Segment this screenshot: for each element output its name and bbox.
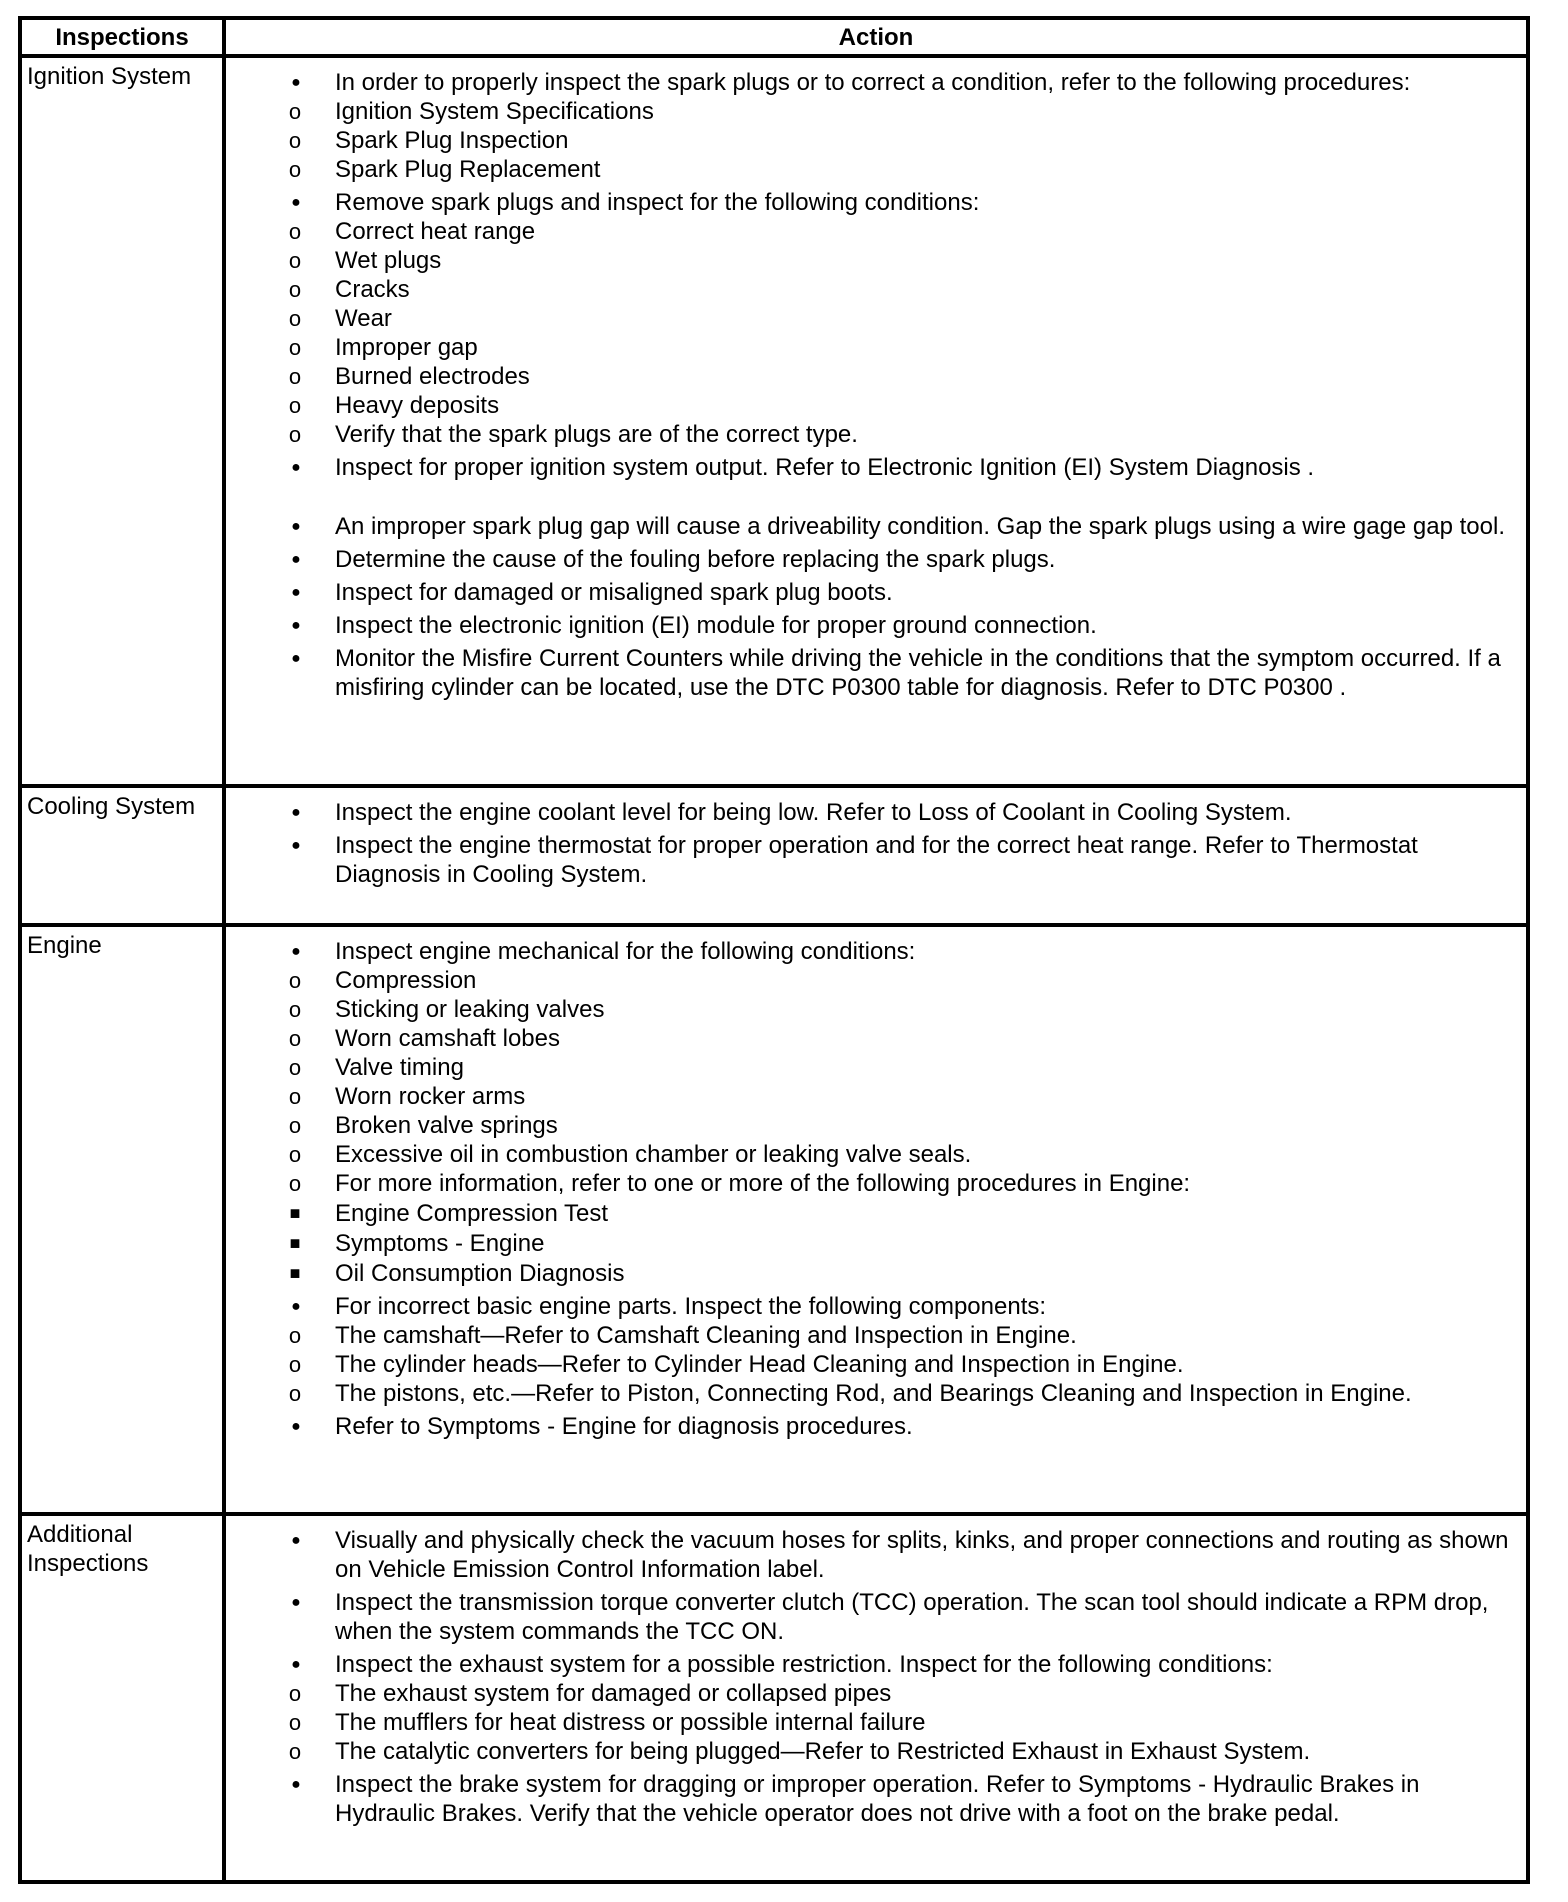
circle-bullet-icon: o [288,393,302,418]
list-item-text: Inspect the engine coolant level for being low. Refer to Loss of Coolant in Cooling System. [335,799,1292,827]
list-item [232,68,1520,184]
list-item-text: Inspect for proper ignition system output. Refer to Electronic Ignition (EI) System Diagnosis . [335,454,1315,481]
list-item [232,1650,1520,1766]
circle-bullet-icon: o [288,219,302,244]
circle-bullet-icon: o [288,1025,302,1051]
list-item-text: Compression [335,966,477,994]
list-item-text: Verify that the spark plugs are of the correct type. [335,421,858,448]
circle-bullet-icon: o [288,1738,302,1764]
list-item [235,246,1520,275]
circle-bullet-icon: o [288,996,302,1022]
list-item-text: Valve timing [335,1053,464,1081]
list-item [235,1708,1520,1737]
list-item [235,1111,1520,1140]
circle-bullet-icon: o [288,248,302,273]
list-item [235,1024,1520,1053]
inspection-label: Ignition System [20,56,224,786]
list-item-text: Wet plugs [335,247,442,274]
list-item [232,453,1520,482]
bullet-icon: ● [291,1655,301,1673]
header-row [20,18,1528,56]
list-item-text: The camshaft—Refer to Camshaft Cleaning and Inspection in Engine. [335,1321,1077,1349]
circle-bullet-icon: o [288,1380,302,1406]
circle-bullet-icon: o [288,277,302,302]
list-item [235,1737,1520,1766]
list-item-text: Correct heat range [335,218,536,245]
action-cell [224,786,1528,924]
list-item-text: Burned electrodes [335,363,530,390]
list-item [232,831,1520,889]
list-item [232,644,1520,702]
list-item [235,1379,1520,1408]
list-item [235,420,1520,449]
circle-bullet-icon: o [288,967,302,993]
list-item-text: Determine the cause of the fouling before replacing the spark plugs. [335,546,1056,573]
bullet-icon: ● [291,1417,301,1435]
inspection-label: Cooling System [20,786,224,924]
action-cell [224,1514,1528,1883]
list-item [235,97,1520,126]
list-item [232,798,1520,827]
circle-bullet-icon: o [288,335,302,360]
list-item-text: Refer to Symptoms - Engine for diagnosis procedures. [335,1412,913,1440]
header-action: Action [224,18,1528,56]
list-item-text: Worn rocker arms [335,1082,526,1110]
list-item-text: Inspect the engine thermostat for proper operation and for the correct heat range. Refer to Thermostat Diagnosis in Cooling System. [335,832,1418,889]
bullet-icon: ● [291,804,301,822]
header-inspections: Inspections [20,18,224,56]
circle-bullet-icon: o [288,422,302,447]
bullet-icon: ● [291,518,301,535]
list-item [235,1259,1520,1288]
list-item [235,362,1520,391]
list-item [232,611,1520,640]
list-item [235,217,1520,246]
circle-bullet-icon: o [288,128,302,153]
list-item [235,1321,1520,1350]
circle-bullet-icon: o [288,1680,302,1706]
bullet-icon: ● [291,1593,301,1611]
list-item [235,1679,1520,1708]
bullet-icon: ● [291,584,301,601]
circle-bullet-icon: o [288,1083,302,1109]
bullet-icon: ● [291,459,301,476]
bullet-list-level-1 [232,68,1520,702]
list-item-text: The mufflers for heat distress or possible internal failure [335,1708,926,1736]
bullet-list-level-1 [232,1526,1520,1828]
list-item-text: For incorrect basic engine parts. Inspect the following components: [335,1292,1047,1320]
action-cell [224,56,1528,786]
circle-bullet-icon: o [288,1351,302,1377]
list-item-text: Visually and physically check the vacuum hoses for splits, kinks, and proper connections and routing as shown on Vehicle Emission Control Information label. [335,1526,1509,1583]
bullet-icon: ● [291,551,301,568]
circle-bullet-icon: o [288,364,302,389]
list-item-text: Heavy deposits [335,392,500,419]
bullet-list-level-1 [232,937,1520,1441]
list-item-text: Ignition System Specifications [335,98,654,125]
bullet-icon: ● [291,1775,301,1793]
list-item-text: For more information, refer to one or more of the following procedures in Engine: [335,1169,1191,1197]
list-item [235,275,1520,304]
list-item-text: Oil Consumption Diagnosis [335,1259,625,1287]
list-item [232,1292,1520,1408]
circle-bullet-icon: o [288,1141,302,1167]
table-row [20,56,1528,786]
square-bullet-icon: ■ [289,1232,301,1253]
bullet-icon: ● [291,1531,301,1549]
bullet-list-level-2 [235,97,1520,184]
list-item [235,966,1520,995]
circle-bullet-icon: o [288,306,302,331]
list-item [235,995,1520,1024]
list-item [235,1229,1520,1258]
bullet-icon: ● [291,942,301,960]
list-item [232,937,1520,1288]
list-item-text: Excessive oil in combustion chamber or leaking valve seals. [335,1140,972,1168]
list-item-text: Improper gap [335,334,478,361]
list-item-text: Spark Plug Replacement [335,156,601,183]
list-item [232,1588,1520,1646]
list-item-text: Inspect the brake system for dragging or improper operation. Refer to Symptoms - Hydraulic Brakes in Hydraulic Brakes. Verify that the vehicle operator does not drive with a foot on the brake pedal. [335,1770,1420,1827]
action-cell [224,925,1528,1514]
bullet-list-level-2 [235,217,1520,449]
list-item [235,1053,1520,1082]
list-item-text: Cracks [335,276,410,303]
list-item-text: Inspect the transmission torque converter clutch (TCC) operation. The scan tool should indicate a RPM drop, when the system commands the TCC ON. [335,1588,1489,1645]
inspection-label: Engine [20,925,224,1514]
table-row [20,1514,1528,1883]
list-item [235,1199,1520,1228]
list-item [232,545,1520,574]
list-item [232,1412,1520,1441]
list-item-text: Remove spark plugs and inspect for the following conditions: [335,189,980,216]
list-item-text: Monitor the Misfire Current Counters while driving the vehicle in the conditions that the symptom occurred. If a misfiring cylinder can be located, use the DTC P0300 table for diagnosis. Refer to DTC P0300 . [335,645,1501,701]
list-item [235,155,1520,184]
list-item-text: Spark Plug Inspection [335,127,569,154]
list-item [232,512,1520,541]
list-item-text: Worn camshaft lobes [335,1024,560,1052]
list-item-text: Inspect for damaged or misaligned spark plug boots. [335,579,893,606]
list-item-text: The exhaust system for damaged or collapsed pipes [335,1679,892,1707]
circle-bullet-icon: o [288,1112,302,1138]
circle-bullet-icon: o [288,1170,302,1196]
circle-bullet-icon: o [288,157,302,182]
table-body [20,56,1528,1882]
bullet-icon: ● [291,617,301,634]
bullet-icon: ● [291,1297,301,1315]
bullet-icon: ● [291,837,301,855]
list-item [235,1350,1520,1379]
list-item [232,1770,1520,1828]
square-bullet-icon: ■ [289,1262,301,1283]
list-item [232,1526,1520,1584]
list-item [235,1169,1520,1288]
list-item-text: Inspect the exhaust system for a possible restriction. Inspect for the following conditions: [335,1650,1273,1678]
bullet-list-level-1 [232,798,1520,889]
bullet-icon: ● [291,650,301,667]
inspection-label: Additional Inspections [20,1514,224,1883]
bullet-icon: ● [291,194,301,211]
list-item [235,304,1520,333]
list-item-text: Broken valve springs [335,1111,558,1139]
bullet-list-level-2 [235,1679,1520,1766]
list-item-text: Symptoms - Engine [335,1229,545,1257]
list-item [235,1140,1520,1169]
list-item [235,126,1520,155]
table-row [20,786,1528,924]
list-item-text: Engine Compression Test [335,1199,609,1227]
list-item-text: The pistons, etc.—Refer to Piston, Connecting Rod, and Bearings Cleaning and Inspection in Engine. [335,1379,1412,1407]
list-item-text: The catalytic converters for being plugged—Refer to Restricted Exhaust in Exhaust System. [335,1737,1311,1765]
table-row [20,925,1528,1514]
circle-bullet-icon: o [288,1322,302,1348]
circle-bullet-icon: o [288,1709,302,1735]
list-item [235,1082,1520,1111]
bullet-icon: ● [291,74,301,91]
bullet-list-level-3 [235,1199,1520,1288]
bullet-list-level-2 [235,966,1520,1288]
list-item-text: An improper spark plug gap will cause a driveability condition. Gap the spark plugs using a wire gage gap tool. [335,513,1505,540]
list-item-text: The cylinder heads—Refer to Cylinder Head Cleaning and Inspection in Engine. [335,1350,1184,1378]
list-item [235,391,1520,420]
list-item-text: In order to properly inspect the spark plugs or to correct a condition, refer to the following procedures: [335,69,1411,96]
list-item-text: Inspect the electronic ignition (EI) module for proper ground connection. [335,612,1097,639]
list-item [232,578,1520,607]
inspections-table [18,16,1530,1884]
list-item-text: Wear [335,305,392,332]
square-bullet-icon: ■ [289,1202,301,1223]
list-item [235,333,1520,362]
circle-bullet-icon: o [288,99,302,124]
list-item-text: Sticking or leaking valves [335,995,605,1023]
bullet-list-level-2 [235,1321,1520,1408]
list-item [232,188,1520,449]
circle-bullet-icon: o [288,1054,302,1080]
list-item-text: Inspect engine mechanical for the following conditions: [335,937,916,965]
